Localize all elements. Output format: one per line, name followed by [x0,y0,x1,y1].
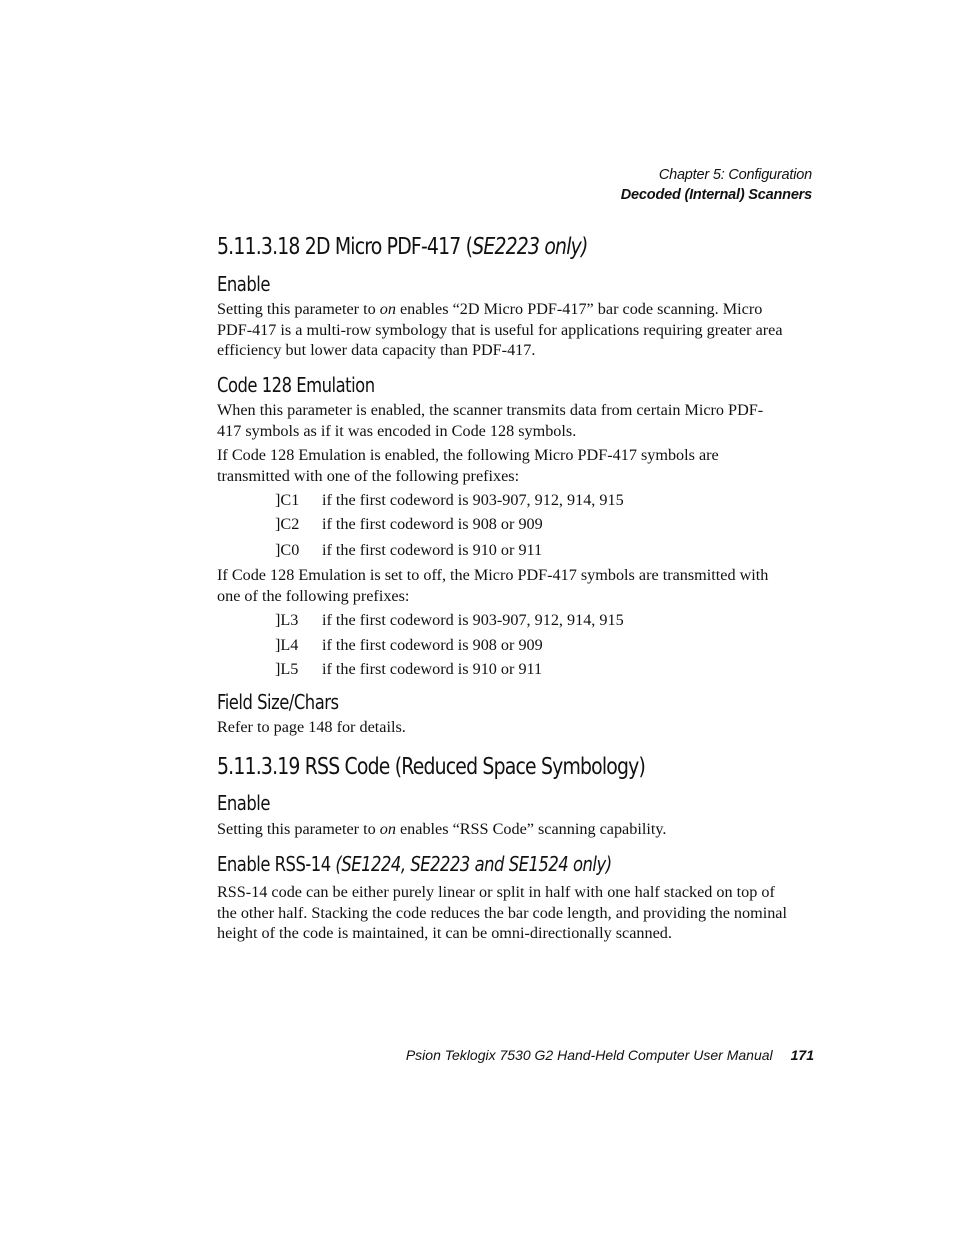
enable-text-on: on [379,300,396,318]
field-size-paragraph: Refer to page 148 for details. [217,718,406,736]
section-heading-micro-pdf417 [217,234,587,260]
rss14-heading-text: Enable RSS-14 [217,852,336,876]
prefix-desc: if the first codeword is 910 or 911 [322,541,543,559]
enable-paragraph [217,299,787,361]
subheading-enable: Enable [217,272,270,296]
code128-paragraph-1: When this parameter is enabled, the scanner transmits data from certain Micro PDF-417 symbols as if it was encoded in Code 128 symbols. [217,401,764,440]
running-header-section: Decoded (Internal) Scanners [620,187,812,203]
footer-manual-title: Psion Teklogix 7530 G2 Hand-Held Computer User Manual [405,1047,773,1063]
prefix-desc: if the first codeword is 908 or 909 [322,515,543,533]
section-heading-note: SE2223 only) [472,234,588,260]
prefix-desc: if the first codeword is 908 or 909 [322,636,543,654]
prefix-row [275,491,624,510]
subheading-enable-rss14 [217,852,612,876]
page-footer [406,1047,814,1063]
code128-paragraph-2: If Code 128 Emulation is enabled, the following Micro PDF-417 symbols are transmitted with one of the following prefixes: [217,446,719,485]
prefix-row [275,636,543,655]
prefix-code: ]C1 [275,491,300,509]
enable-text-a: Setting this parameter to [217,300,380,318]
section-heading-text: 5.11.3.18 2D Micro PDF-417 ( [217,234,473,260]
prefix-code: ]L5 [275,660,299,678]
rss14-paragraph: RSS-14 code can be either purely linear or split in half with one half stacked on top of the other half. Stacking the code reduces the bar code length, and providing the nominal height of the code is maintained, it can be omni-directionally scanned. [217,883,787,942]
prefix-code: ]L4 [275,636,299,654]
subheading-code128-emulation: Code 128 Emulation [217,373,375,397]
subheading-field-size: Field Size/Chars [217,690,339,714]
code128-paragraph-3: If Code 128 Emulation is set to off, the Micro PDF-417 symbols are transmitted with one of the following prefixes: [217,566,769,605]
prefix-desc: if the first codeword is 903-907, 912, 914, 915 [322,611,624,629]
prefix-row [275,611,624,630]
subheading-rss-enable: Enable [217,791,270,815]
prefix-code: ]C0 [275,541,300,559]
prefix-code: ]L3 [275,611,299,629]
prefix-row [275,541,542,560]
prefix-code: ]C2 [275,515,300,533]
enable-text-b: enables “2D Micro PDF-417” bar code scanning. Micro PDF-417 is a multi-row symbology that is useful for applications requiring greater area efficiency but lower data capacity than PDF-417. [217,300,783,359]
prefix-desc: if the first codeword is 910 or 911 [322,660,543,678]
prefix-desc: if the first codeword is 903-907, 912, 914, 915 [322,491,624,509]
page-number: 171 [790,1047,814,1063]
rss-enable-paragraph [217,819,787,840]
rss-enable-text-b: enables “RSS Code” scanning capability. [395,820,667,838]
prefix-row [275,515,543,534]
section-heading-rss-code: 5.11.3.19 RSS Code (Reduced Space Symbology) [217,754,646,780]
running-header-chapter: Chapter 5: Configuration [658,167,812,183]
rss-enable-text-a: Setting this parameter to [217,820,380,838]
rss14-heading-note: (SE1224, SE2223 and SE1524 only) [335,852,612,876]
prefix-row [275,660,542,679]
rss-enable-text-on: on [379,820,396,838]
